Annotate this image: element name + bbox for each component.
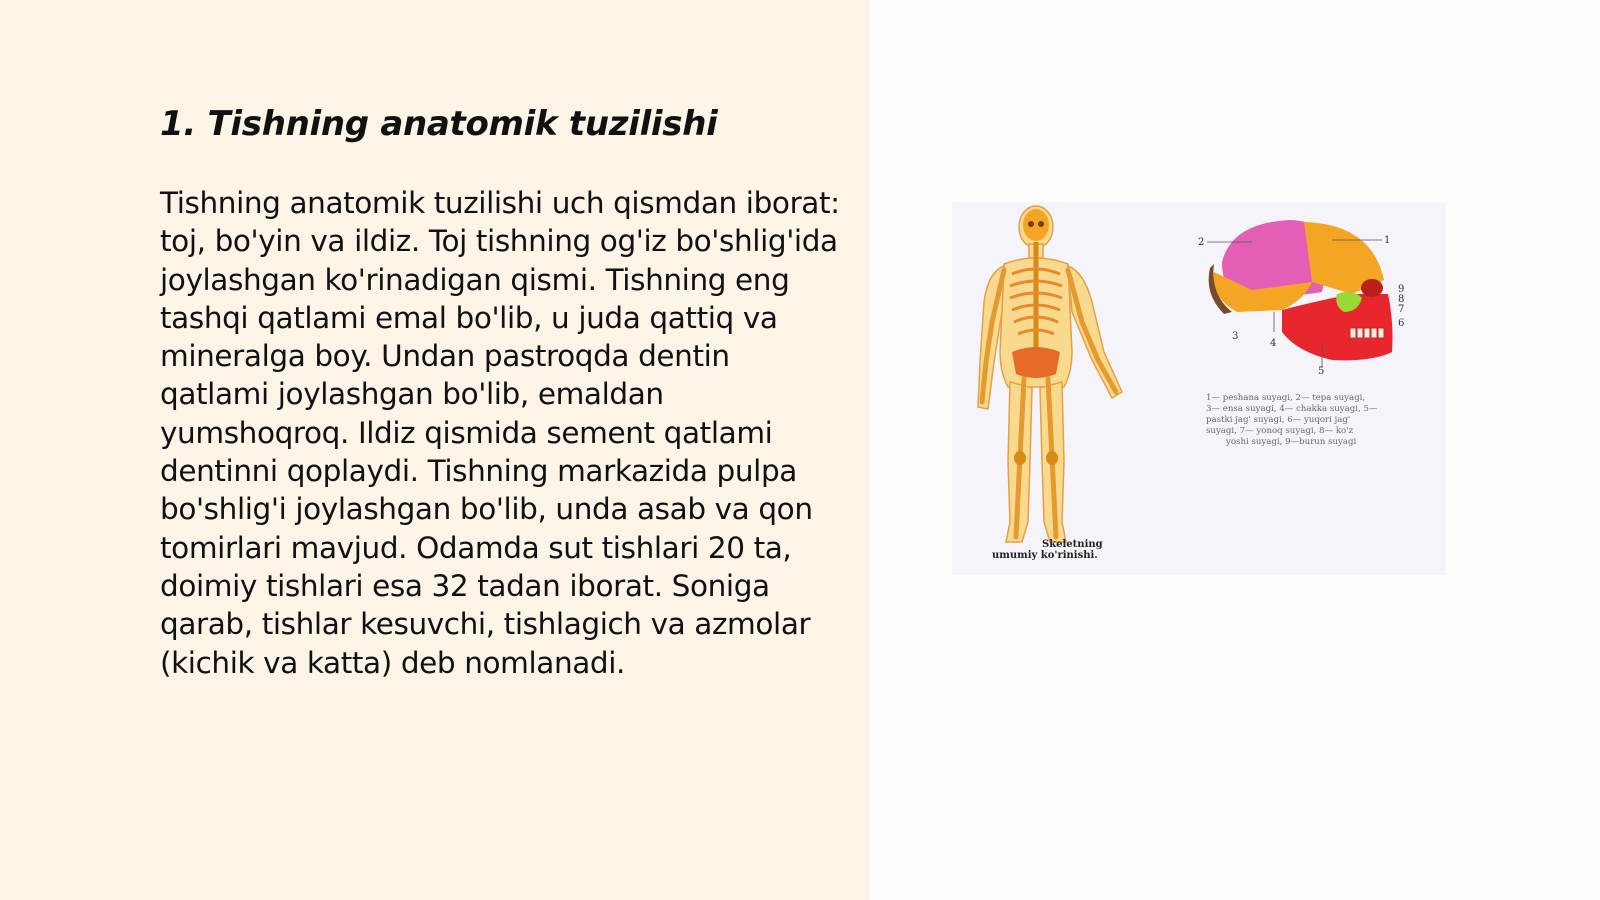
skeleton-caption-line1: Skeletning bbox=[1042, 539, 1103, 550]
skull-number-4: 4 bbox=[1270, 338, 1277, 349]
skull-legend-line-5: yoshi suyagi, 9—burun suyagi bbox=[1226, 437, 1357, 447]
anatomy-illustration bbox=[952, 202, 1446, 575]
slide-body-text: Tishning anatomik tuzilishi uch qismdan iborat: toj, bo'yin va ildiz. Toj tishning og'iz bo'shlig'ida joylashgan ko'rinadigan qismi. Tishning eng tashqi qatlami emal bo'lib, u juda qattiq va mineralga boy. Undan pastroqda dentin qatlami joylashgan bo'lib, emaldan yumshoqroq. Ildiz qismida sement qatlami dentinni qoplaydi. Tishning markazida pulpa bo'shlig'i joylashgan bo'lib, unda asab va qon tomirlari mavjud. Odamda sut tishlari 20 ta, doimiy tishlari esa 32 tadan iborat. Soniga qarab, tishlar kesuvchi, tishlagich va azmolar (kichik va katta) deb nomlanadi. bbox=[160, 186, 840, 680]
skull-number-5: 5 bbox=[1318, 366, 1325, 377]
skull-number-3: 3 bbox=[1232, 331, 1239, 342]
skull-number-8: 8 bbox=[1398, 294, 1405, 305]
skull-number-9: 9 bbox=[1398, 284, 1405, 295]
anatomy-figure bbox=[952, 202, 1446, 575]
skeleton-illustration bbox=[978, 206, 1122, 561]
skull-number-7: 7 bbox=[1398, 304, 1405, 315]
skull-illustration bbox=[1198, 220, 1404, 447]
slide-title: 1. Tishning anatomik tuzilishi bbox=[160, 104, 718, 144]
skull-legend-line-2: 3— ensa suyagi, 4— chakka suyagi, 5— bbox=[1206, 404, 1378, 414]
skull-legend-line-3: pastki jag' suyagi, 6— yuqori jag' bbox=[1206, 415, 1351, 425]
skull-legend-line-1: 1— peshana suyagi, 2— tepa suyagi, bbox=[1206, 393, 1366, 403]
skull-legend-line-4: suyagi, 7— yonoq suyagi, 8— ko'z bbox=[1206, 426, 1354, 436]
skull-number-2: 2 bbox=[1198, 237, 1205, 248]
skull-number-6: 6 bbox=[1398, 318, 1405, 329]
skull-number-1: 1 bbox=[1384, 235, 1391, 246]
skeleton-caption-line2: umumiy ko'rinishi. bbox=[992, 550, 1098, 561]
